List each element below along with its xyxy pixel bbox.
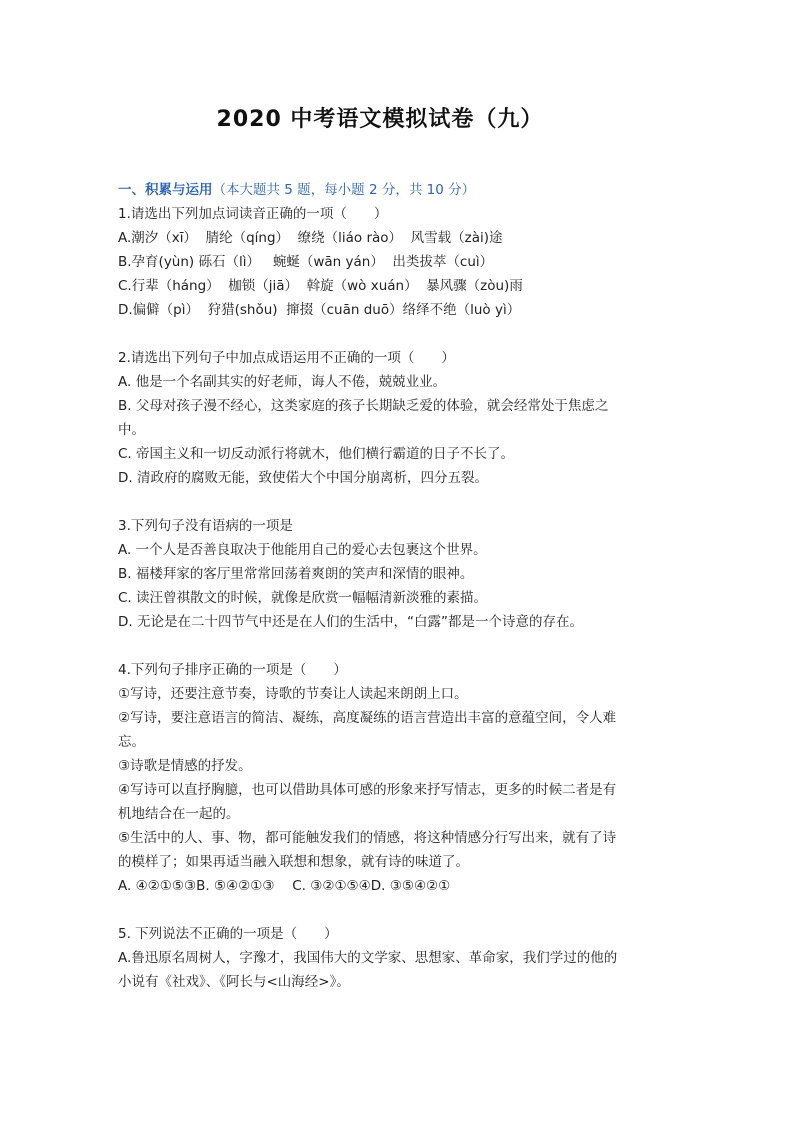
option-line: B. 福楼拜家的客厅里常常回荡着爽朗的笑声和深情的眼神。 bbox=[118, 566, 474, 582]
option-line: A.鲁迅原名周树人，字豫才，我国伟大的文学家、思想家、革命家，我们学过的他的 bbox=[118, 950, 618, 966]
exam-content bbox=[118, 178, 693, 994]
option-line: 忘。 bbox=[118, 734, 145, 750]
option-line: 小说有《社戏》、《阿长与<山海经>》。 bbox=[118, 974, 350, 990]
question-line: 5. 下列说法不正确的一项是（ ） bbox=[118, 926, 338, 942]
option-line: A.潮汐（xī） 腈纶（qíng） 缭绕（liáo rào） 风雪载（zài)途 bbox=[118, 230, 503, 246]
option-line: D.偏僻（pì） 狩猎(shǒu) 撺掇（cuān duō）络绎不绝（luò yì） bbox=[118, 302, 521, 318]
question-2 bbox=[118, 346, 693, 490]
option-line: A. 他是一个名副其实的好老师，诲人不倦，兢兢业业。 bbox=[118, 374, 447, 390]
option-line: ⑤生活中的人、事、物，都可能触发我们的情感，将这种情感分行写出来，就有了诗 bbox=[118, 830, 617, 846]
question-3 bbox=[118, 514, 693, 634]
option-line: D. 无论是在二十四节气中还是在人们的生活中，“白露”都是一个诗意的存在。 bbox=[118, 614, 583, 630]
spacer bbox=[118, 322, 693, 346]
question-1 bbox=[118, 202, 693, 322]
option-line: C.行辈（háng） 枷锁（jiā） 斡旋（wò xuán） 暴风骤（zòu)雨 bbox=[118, 278, 523, 294]
option-line: D. 清政府的腐败无能，致使偌大个中国分崩离析，四分五裂。 bbox=[118, 470, 488, 486]
spacer bbox=[118, 634, 693, 658]
option-line: B.孕育(yùn) 砾石（lì） 蜿蜒（wān yán） 出类拔萃（cuì） bbox=[118, 254, 494, 270]
question-line: 1.请选出下列加点词读音正确的一项（ ） bbox=[118, 206, 388, 222]
spacer bbox=[118, 898, 693, 922]
option-line: A. 一个人是否善良取决于他能用自己的爱心去包裹这个世界。 bbox=[118, 542, 487, 558]
question-line: 3.下列句子没有语病的一项是 bbox=[118, 518, 293, 534]
section-title: 一、积累与运用 bbox=[118, 182, 213, 198]
option-line: 的模样了；如果再适当融入联想和想象，就有诗的味道了。 bbox=[118, 854, 469, 870]
question-line: 4.下列句子排序正确的一项是（ ） bbox=[118, 662, 347, 678]
option-line: 机地结合在一起的。 bbox=[118, 806, 240, 822]
option-line: B. 父母对孩子漫不经心，这类家庭的孩子长期缺乏爱的体验，就会经常处于焦虑之 bbox=[118, 398, 609, 414]
option-line: A. ④②①⑤③B. ⑤④②①③ C. ③②①⑤④D. ③⑤④②① bbox=[118, 878, 451, 894]
section-heading bbox=[118, 178, 693, 202]
option-line: ③诗歌是情感的抒发。 bbox=[118, 758, 252, 774]
section-note: （本大题共 5 题，每小题 2 分，共 10 分） bbox=[212, 182, 476, 198]
question-4 bbox=[118, 658, 693, 898]
option-line: C. 读汪曾祺散文的时候，就像是欣赏一幅幅清新淡雅的素描。 bbox=[118, 590, 488, 606]
spacer bbox=[118, 490, 693, 514]
option-line: ②写诗，要注意语言的简洁、凝练，高度凝练的语言营造出丰富的意蕴空间，令人难 bbox=[118, 710, 617, 726]
option-line: C. 帝国主义和一切反动派行将就木，他们横行霸道的日子不长了。 bbox=[118, 446, 515, 462]
option-line: 中。 bbox=[118, 422, 145, 438]
exam-title: 2020 中考语文模拟试卷（九） bbox=[216, 107, 544, 132]
question-5 bbox=[118, 922, 693, 994]
option-line: ①写诗，还要注意节奏，诗歌的节奏让人读起来朗朗上口。 bbox=[118, 686, 468, 702]
question-line: 2.请选出下列句子中加点成语运用不正确的一项（ ） bbox=[118, 350, 455, 366]
option-line: ④写诗可以直抒胸臆，也可以借助具体可感的形象来抒写情志，更多的时候二者是有 bbox=[118, 782, 617, 798]
